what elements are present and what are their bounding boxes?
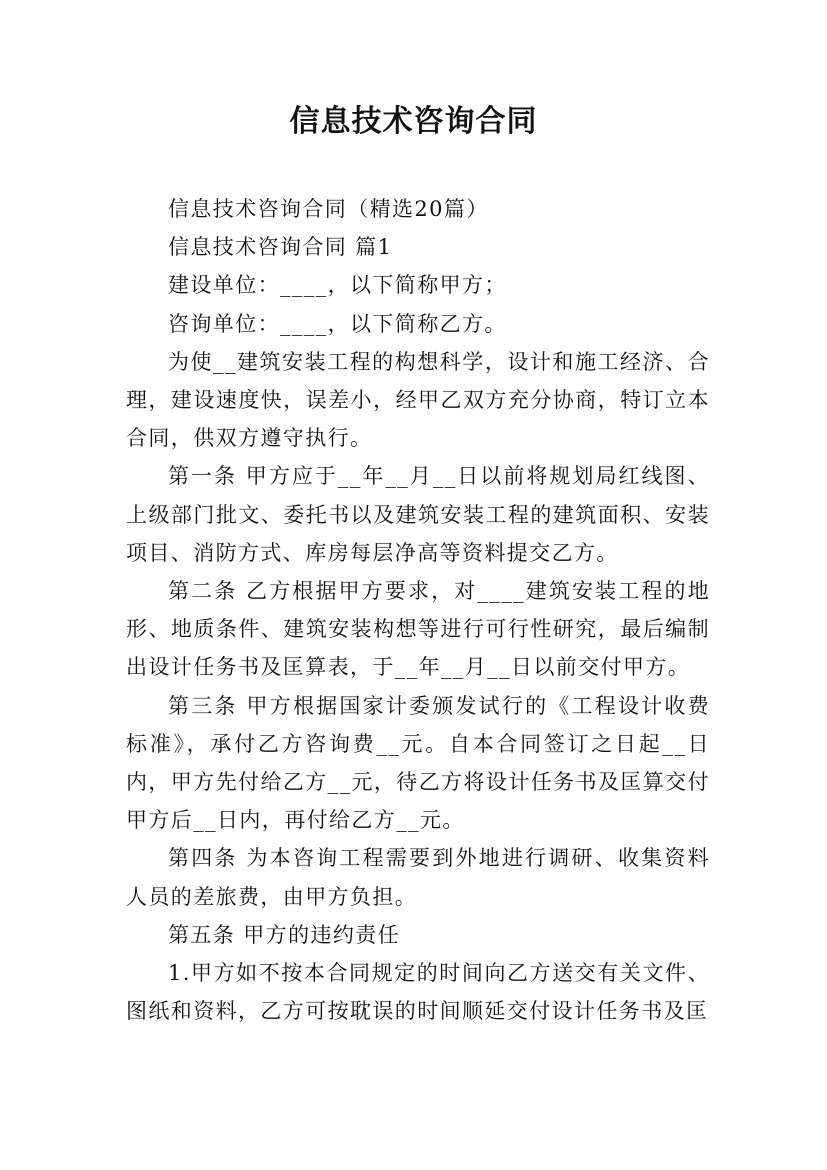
document-body <box>126 190 710 1030</box>
paragraph: 第四条 为本咨询工程需要到外地进行调研、收集资料人员的差旅费，由甲方负担。 <box>126 846 710 909</box>
paragraph: 为使__建筑安装工程的构想科学，设计和施工经济、合理，建设速度快，误差小，经甲乙双方充分协商，特订立本合同，供双方遵守执行。 <box>126 349 710 451</box>
paragraph: 咨询单位：____，以下简称乙方。 <box>168 311 507 336</box>
paragraph: 1.甲方如不按本合同规定的时间向乙方送交有关文件、图纸和资料，乙方可按耽误的时间顺延交付设计任务书及匡 <box>126 961 710 1024</box>
paragraph: 建设单位：____，以下简称甲方； <box>168 273 507 298</box>
paragraph: 信息技术咨询合同（精选20篇） <box>168 197 489 221</box>
paragraph: 第五条 甲方的违约责任 <box>168 922 401 947</box>
paragraph: 第一条 甲方应于__年__月__日以前将规划局红线图、上级部门批文、委托书以及建筑安装工程的建筑面积、安装项目、消防方式、库房每层净高等资料提交乙方。 <box>126 464 710 565</box>
paragraph: 第二条 乙方根据甲方要求，对____建筑安装工程的地形、地质条件、建筑安装构想等进行可行性研究，最后编制出设计任务书及匡算表，于__年__月__日以前交付甲方。 <box>126 579 710 680</box>
paragraph: 第三条 甲方根据国家计委颁发试行的《工程设计收费标准》，承付乙方咨询费__元。自本合同签订之日起__日内，甲方先付给乙方__元，待乙方将设计任务书及匡算交付甲方后__日内，再付给乙方__元。 <box>126 693 710 833</box>
document-title: 信息技术咨询合同 <box>289 104 538 139</box>
paragraph: 信息技术咨询合同 篇1 <box>168 235 393 260</box>
